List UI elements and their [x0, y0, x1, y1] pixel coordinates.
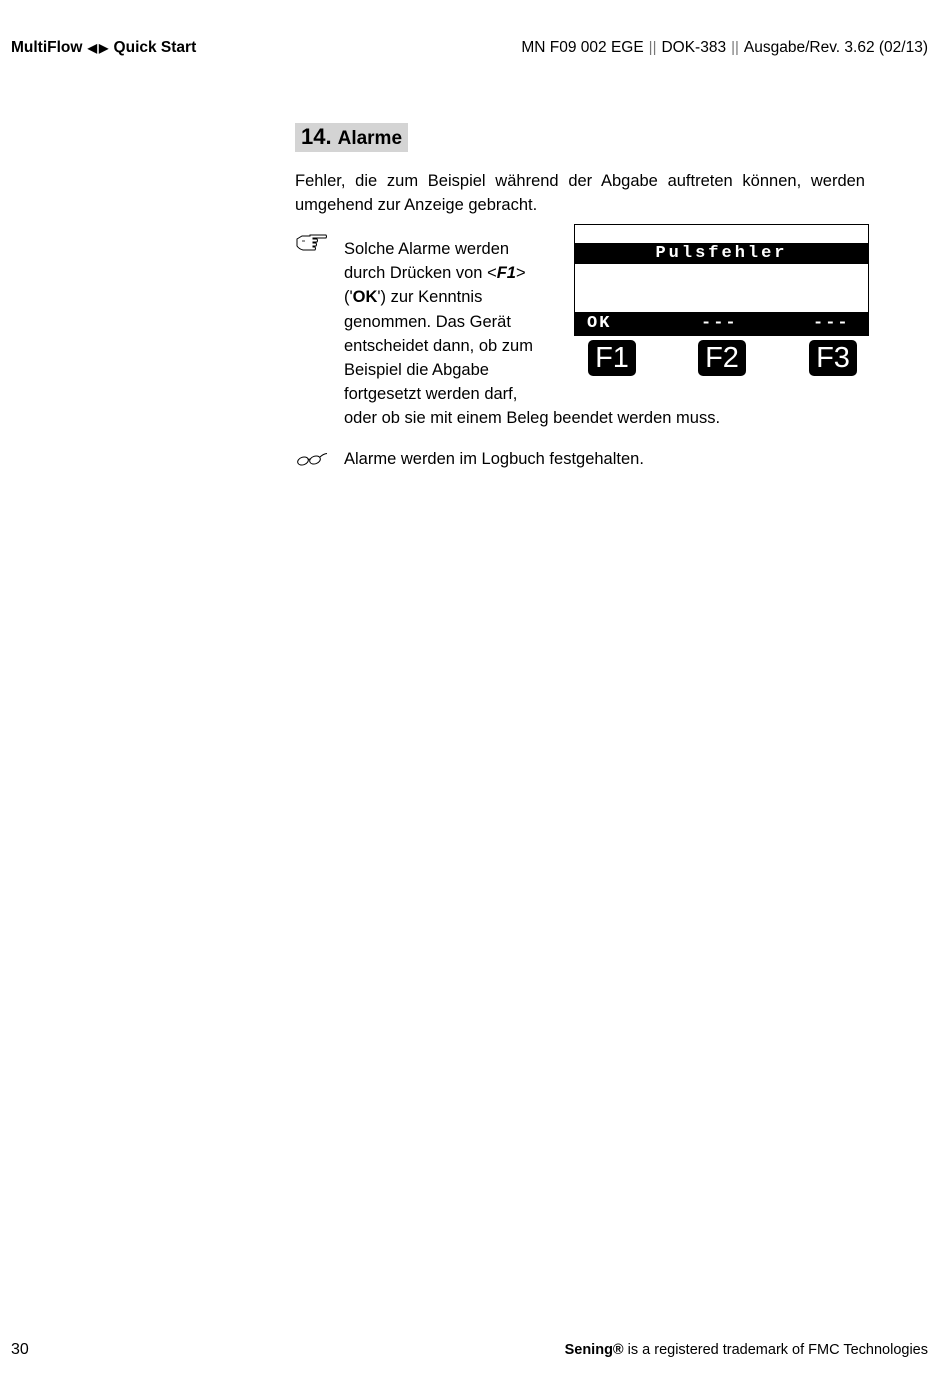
trademark-text: is a registered trademark of FMC Technologies [623, 1342, 928, 1358]
note-line: entscheidet dann, ob zum [344, 336, 533, 355]
note-line: oder ob sie mit einem Beleg beendet werden muss. [344, 409, 721, 427]
note-line: Beispiel die Abgabe [344, 361, 489, 380]
triangle-right-icon: ▶ [99, 41, 109, 55]
softkey-label-1: OK [587, 314, 612, 333]
f2-key: F2 [698, 340, 746, 376]
display-title: Pulsfehler [575, 243, 868, 264]
section-number: 14. [301, 124, 332, 149]
page-number: 30 [11, 1341, 29, 1358]
separator: || [731, 39, 739, 56]
alarm-note [344, 237, 559, 406]
note-line: fortgesetzt werden darf, [344, 385, 518, 404]
triangle-left-icon: ◀ [87, 41, 97, 55]
header-product [11, 39, 196, 57]
section-heading [295, 123, 408, 152]
doc-code: MN F09 002 EGE [521, 39, 644, 56]
note-text-part: ') zur Kenntnis [377, 288, 483, 307]
f1-key: F1 [588, 340, 636, 376]
softkey-bar [575, 312, 868, 335]
brand-name: Sening® [564, 1342, 624, 1358]
revision: Ausgabe/Rev. 3.62 (02/13) [743, 39, 928, 56]
doc-number: DOK-383 [661, 39, 727, 56]
pointing-hand-icon [296, 233, 328, 251]
softkey-label-3: --- [813, 314, 850, 333]
separator: || [648, 39, 657, 56]
lcd-display [574, 224, 869, 336]
f3-key: F3 [809, 340, 857, 376]
note-text-part: (' [344, 288, 353, 307]
logbook-note: Alarme werden im Logbuch festgehalten. [344, 450, 644, 468]
glasses-icon [296, 452, 328, 466]
product-name: MultiFlow [11, 39, 83, 56]
note-line [344, 261, 559, 285]
note-text-part: > [515, 264, 526, 283]
key-reference: F1 [496, 264, 516, 283]
note-line: Solche Alarme werden [344, 240, 510, 258]
note-line [344, 285, 559, 309]
section-title: Alarme [337, 128, 403, 149]
intro-paragraph: Fehler, die zum Beispiel während der Abgabe auftreten können, werden umgehend zur Anzeige gebracht. [295, 172, 865, 214]
softkey-label-2: --- [701, 314, 738, 333]
product-suffix: Quick Start [113, 39, 197, 56]
note-line: genommen. Das Gerät [344, 312, 511, 331]
softkey-reference: OK [352, 288, 378, 307]
trademark-notice [565, 1342, 928, 1358]
note-text-part: durch Drücken von < [344, 264, 497, 283]
header-doc-info [521, 39, 928, 57]
